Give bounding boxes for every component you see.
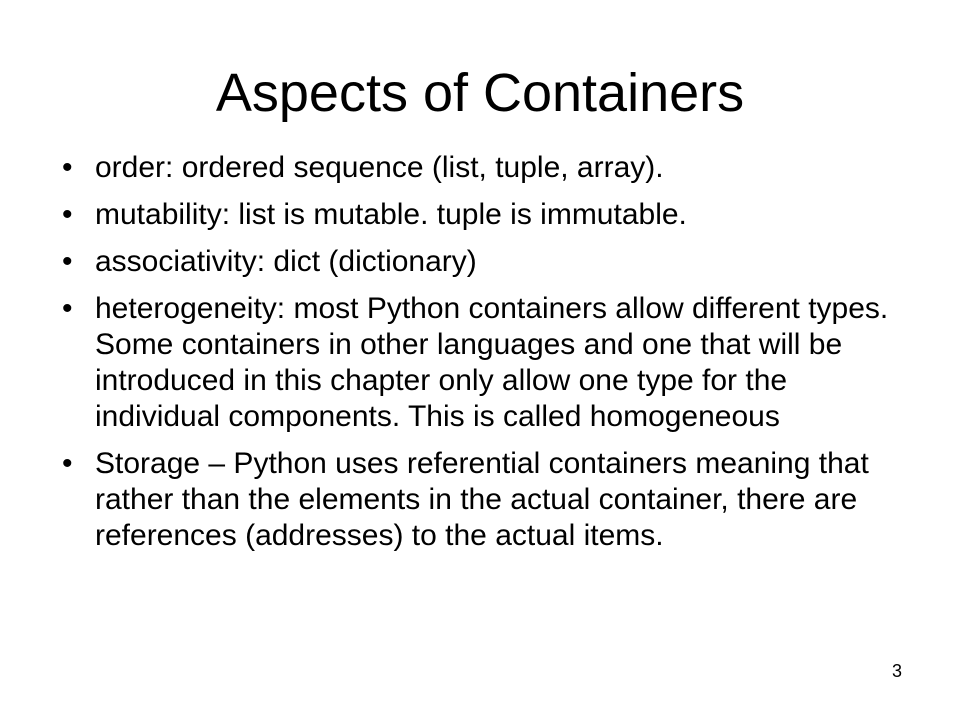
page-number: 3 [891,661,902,681]
bullet-item-associativity [62,244,902,280]
bullet-item-order [62,150,902,186]
bullet-list [62,150,902,565]
bullet-icon: • [62,151,73,184]
bullet-text: Storage – Python uses referential containers meaning that rather than the elements in the actual container, there are references (addresses) to the actual items. [95,447,869,552]
bullet-icon: • [62,292,73,325]
bullet-item-mutability [62,197,902,233]
bullet-item-storage [62,446,902,554]
slide-title: Aspects of Containers [215,63,745,123]
bullet-text: mutability: list is mutable. tuple is immutable. [95,198,687,231]
bullet-text: associativity: dict (dictionary) [95,245,477,278]
bullet-text: order: ordered sequence (list, tuple, array). [95,151,664,184]
bullet-item-heterogeneity [62,291,902,435]
bullet-icon: • [62,198,73,231]
bullet-icon: • [62,447,73,480]
bullet-text: heterogeneity: most Python containers allow different types. Some containers in other languages and one that will be introduced in this chapter only allow one type for the individual components. This is called homogeneous [95,292,889,433]
bullet-icon: • [62,245,73,278]
